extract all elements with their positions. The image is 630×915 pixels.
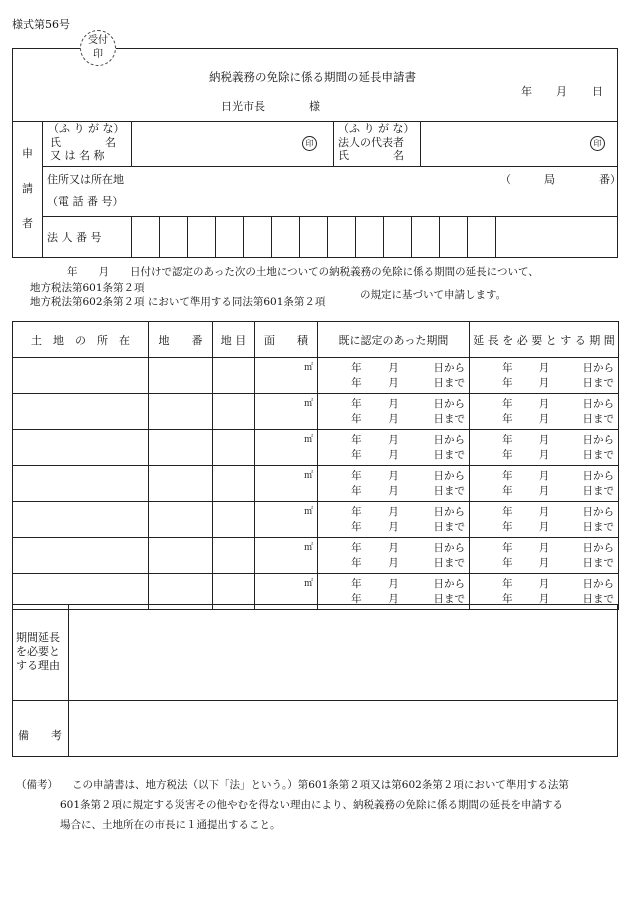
period-range — [318, 466, 469, 499]
rep-label: 法人の代表者 — [338, 136, 404, 149]
period-range — [470, 358, 618, 391]
cell-certified-period[interactable] — [318, 358, 470, 394]
area-unit: ㎡ — [303, 399, 313, 409]
period-year: 年 — [502, 377, 513, 389]
cell-extension-period[interactable] — [470, 430, 619, 466]
period-year: 年 — [351, 578, 362, 590]
rep-furigana-label: （ふ り が な） — [338, 122, 415, 135]
period-to: 日まで — [433, 413, 465, 425]
stamp-line2: 印 — [93, 49, 103, 60]
period-month: 月 — [388, 449, 399, 461]
period-to: 日まで — [582, 449, 614, 461]
cell-location[interactable] — [13, 358, 149, 394]
period-range — [470, 466, 618, 499]
period-year: 年 — [351, 521, 362, 533]
period-month: 月 — [388, 485, 399, 497]
cell-certified-period[interactable] — [318, 466, 470, 502]
period-year: 年 — [351, 377, 362, 389]
cell-location[interactable] — [13, 538, 149, 574]
period-range — [318, 394, 469, 427]
cell-lot-number[interactable] — [149, 502, 213, 538]
period-from: 日から — [433, 362, 465, 374]
addressee: 日光市長 様 — [221, 100, 320, 113]
cell-lot-number[interactable] — [149, 538, 213, 574]
period-to: 日まで — [433, 521, 465, 533]
statement-line1: 年 月 日付けで認定のあった次の土地についての納税義務の免除に係る期間の延長について、 — [46, 266, 539, 278]
table-header-row — [13, 322, 619, 358]
period-year: 年 — [502, 542, 513, 554]
address-label: 住所又は所在地 — [47, 173, 124, 186]
period-month: 月 — [388, 413, 399, 425]
period-month: 月 — [388, 362, 399, 374]
period-to: 日まで — [433, 593, 465, 605]
land-table — [12, 321, 619, 610]
period-range — [318, 538, 469, 571]
period-month: 月 — [538, 593, 550, 605]
period-year: 年 — [502, 398, 513, 410]
cell-area[interactable] — [255, 538, 318, 574]
reason-label-1: 期間延長 — [16, 631, 60, 644]
cell-area[interactable] — [255, 358, 318, 394]
reason-label-2: を必要と — [16, 645, 60, 658]
period-year: 年 — [502, 578, 513, 590]
header-land-category: 地 目 — [213, 322, 255, 358]
table-row — [13, 538, 619, 574]
note-line2: 601条第２項に規定する災害その他やむを得ない理由により、納税義務の免除に係る期間の延長を申請する — [60, 799, 564, 811]
period-year: 年 — [502, 593, 513, 605]
reason-remarks-section — [12, 604, 618, 757]
table-row — [13, 430, 619, 466]
reception-stamp — [80, 30, 116, 66]
date-day: 日 — [592, 85, 603, 98]
area-unit: ㎡ — [303, 507, 313, 517]
phone-label: （電 話 番 号） — [47, 195, 124, 208]
statement-tail: の規定に基づいて申請します。 — [360, 289, 507, 301]
period-month: 月 — [388, 506, 399, 518]
period-year: 年 — [351, 506, 362, 518]
cell-extension-period[interactable] — [470, 394, 619, 430]
period-year: 年 — [502, 557, 513, 569]
period-from: 日から — [582, 362, 614, 374]
rep-seal-icon: 印 — [590, 136, 605, 151]
period-month: 月 — [388, 398, 399, 410]
header-certified-period: 既に認定のあった期間 — [318, 322, 470, 358]
cell-area[interactable] — [255, 466, 318, 502]
period-year: 年 — [351, 398, 362, 410]
period-month: 月 — [388, 470, 399, 482]
period-to: 日まで — [582, 485, 614, 497]
document-title: 納税義務の免除に係る期間の延長申請書 — [209, 70, 416, 84]
cell-lot-number[interactable] — [149, 466, 213, 502]
period-to: 日まで — [433, 557, 465, 569]
cell-land-category[interactable] — [213, 394, 255, 430]
period-year: 年 — [351, 449, 362, 461]
period-year: 年 — [502, 449, 513, 461]
area-unit: ㎡ — [303, 471, 313, 481]
period-to: 日まで — [433, 485, 465, 497]
period-from: 日から — [582, 434, 614, 446]
cell-extension-period[interactable] — [470, 358, 619, 394]
note-line3: 場合に、土地所在の市長に１通提出すること。 — [60, 819, 281, 831]
applicant-seal-icon: 印 — [302, 136, 317, 151]
cell-land-category[interactable] — [213, 466, 255, 502]
applicant-char-2: 請 — [22, 182, 33, 195]
cell-land-category[interactable] — [213, 538, 255, 574]
table-row — [13, 394, 619, 430]
period-month: 月 — [538, 470, 550, 482]
period-month: 月 — [388, 377, 399, 389]
period-to: 日まで — [582, 377, 614, 389]
period-from: 日から — [433, 578, 465, 590]
cell-area[interactable] — [255, 394, 318, 430]
period-year: 年 — [502, 521, 513, 533]
period-range — [470, 430, 618, 463]
note-line1: この申請書は、地方税法（以下「法」という。）第601条第２項又は第602条第２項において準用する法第 — [72, 779, 569, 791]
table-row — [13, 502, 619, 538]
cell-area[interactable] — [255, 502, 318, 538]
period-to: 日まで — [433, 377, 465, 389]
applicant-char-1: 申 — [22, 147, 33, 160]
name-furigana-label: （ふ り が な） — [48, 122, 125, 135]
header-location: 土 地 の 所 在 — [13, 322, 149, 358]
cell-extension-period[interactable] — [470, 502, 619, 538]
period-month: 月 — [538, 521, 550, 533]
cell-certified-period[interactable] — [318, 538, 470, 574]
period-from: 日から — [582, 542, 614, 554]
remarks-label: 備 考 — [18, 729, 62, 742]
period-month: 月 — [538, 362, 550, 374]
period-year: 年 — [351, 413, 362, 425]
name-label: 氏 名 — [50, 136, 116, 149]
statement-option-602: 地方税法第602条第２項 において準用する同法第601条第２項 — [30, 296, 326, 308]
period-year: 年 — [502, 413, 513, 425]
cell-extension-period[interactable] — [470, 538, 619, 574]
period-month: 月 — [538, 506, 550, 518]
corporate-number-label: 法 人 番 号 — [47, 231, 102, 244]
period-month: 月 — [388, 434, 399, 446]
period-range — [470, 538, 618, 571]
period-from: 日から — [582, 578, 614, 590]
table-row — [13, 358, 619, 394]
period-from: 日から — [433, 398, 465, 410]
cell-location[interactable] — [13, 466, 149, 502]
cell-location[interactable] — [13, 430, 149, 466]
period-month: 月 — [538, 434, 550, 446]
cell-extension-period[interactable] — [470, 466, 619, 502]
period-year: 年 — [351, 470, 362, 482]
period-to: 日まで — [582, 521, 614, 533]
period-month: 月 — [388, 521, 399, 533]
period-range — [318, 574, 469, 607]
reason-label-3: する理由 — [16, 659, 60, 672]
applicant-char-3: 者 — [22, 217, 33, 230]
period-range — [318, 358, 469, 391]
date-month: 月 — [556, 85, 567, 98]
area-unit: ㎡ — [303, 363, 313, 373]
header-extension-period: 延 長 を 必 要 と す る 期 間 — [470, 322, 619, 358]
period-month: 月 — [538, 413, 550, 425]
period-to: 日まで — [582, 413, 614, 425]
name-label-alt: 又 は 名 称 — [50, 149, 105, 162]
cell-certified-period[interactable] — [318, 394, 470, 430]
area-unit: ㎡ — [303, 543, 313, 553]
period-month: 月 — [538, 398, 550, 410]
cell-land-category[interactable] — [213, 430, 255, 466]
period-year: 年 — [502, 485, 513, 497]
statement-option-601: 地方税法第601条第２項 — [30, 282, 145, 294]
period-month: 月 — [538, 377, 550, 389]
period-month: 月 — [388, 593, 399, 605]
period-year: 年 — [351, 557, 362, 569]
period-year: 年 — [502, 362, 513, 374]
header-lot-number: 地 番 — [149, 322, 213, 358]
period-range — [470, 574, 618, 607]
note-label: （備考） — [16, 779, 58, 791]
cell-lot-number[interactable] — [149, 358, 213, 394]
cell-land-category[interactable] — [213, 502, 255, 538]
area-unit: ㎡ — [303, 579, 313, 589]
period-year: 年 — [502, 470, 513, 482]
period-from: 日から — [582, 470, 614, 482]
period-month: 月 — [388, 578, 399, 590]
period-from: 日から — [582, 398, 614, 410]
cell-certified-period[interactable] — [318, 430, 470, 466]
period-month: 月 — [538, 578, 550, 590]
area-unit: ㎡ — [303, 435, 313, 445]
period-month: 月 — [538, 557, 550, 569]
period-year: 年 — [351, 542, 362, 554]
period-from: 日から — [433, 470, 465, 482]
period-range — [318, 430, 469, 463]
period-range — [470, 394, 618, 427]
date-year: 年 — [521, 85, 532, 98]
period-month: 月 — [388, 557, 399, 569]
stamp-line1: 受付 — [88, 35, 108, 46]
header-area: 面 積 — [255, 322, 318, 358]
phone-format: （ 局 番） — [500, 173, 621, 186]
period-from: 日から — [433, 434, 465, 446]
period-from: 日から — [433, 542, 465, 554]
form-number: 様式第56号 — [12, 18, 70, 31]
period-month: 月 — [388, 542, 399, 554]
period-from: 日から — [433, 506, 465, 518]
period-month: 月 — [538, 449, 550, 461]
period-month: 月 — [538, 485, 550, 497]
period-year: 年 — [351, 593, 362, 605]
cell-location[interactable] — [13, 394, 149, 430]
cell-land-category[interactable] — [213, 358, 255, 394]
period-year: 年 — [351, 434, 362, 446]
cell-area[interactable] — [255, 430, 318, 466]
cell-location[interactable] — [13, 502, 149, 538]
cell-certified-period[interactable] — [318, 502, 470, 538]
period-month: 月 — [538, 542, 550, 554]
period-year: 年 — [502, 506, 513, 518]
period-year: 年 — [502, 434, 513, 446]
period-year: 年 — [351, 362, 362, 374]
period-from: 日から — [582, 506, 614, 518]
period-to: 日まで — [582, 557, 614, 569]
table-row — [13, 466, 619, 502]
period-to: 日まで — [433, 449, 465, 461]
cell-lot-number[interactable] — [149, 394, 213, 430]
period-to: 日まで — [582, 593, 614, 605]
period-range — [318, 502, 469, 535]
rep-name-label: 氏 名 — [338, 149, 404, 162]
period-range — [470, 502, 618, 535]
cell-lot-number[interactable] — [149, 430, 213, 466]
period-year: 年 — [351, 485, 362, 497]
